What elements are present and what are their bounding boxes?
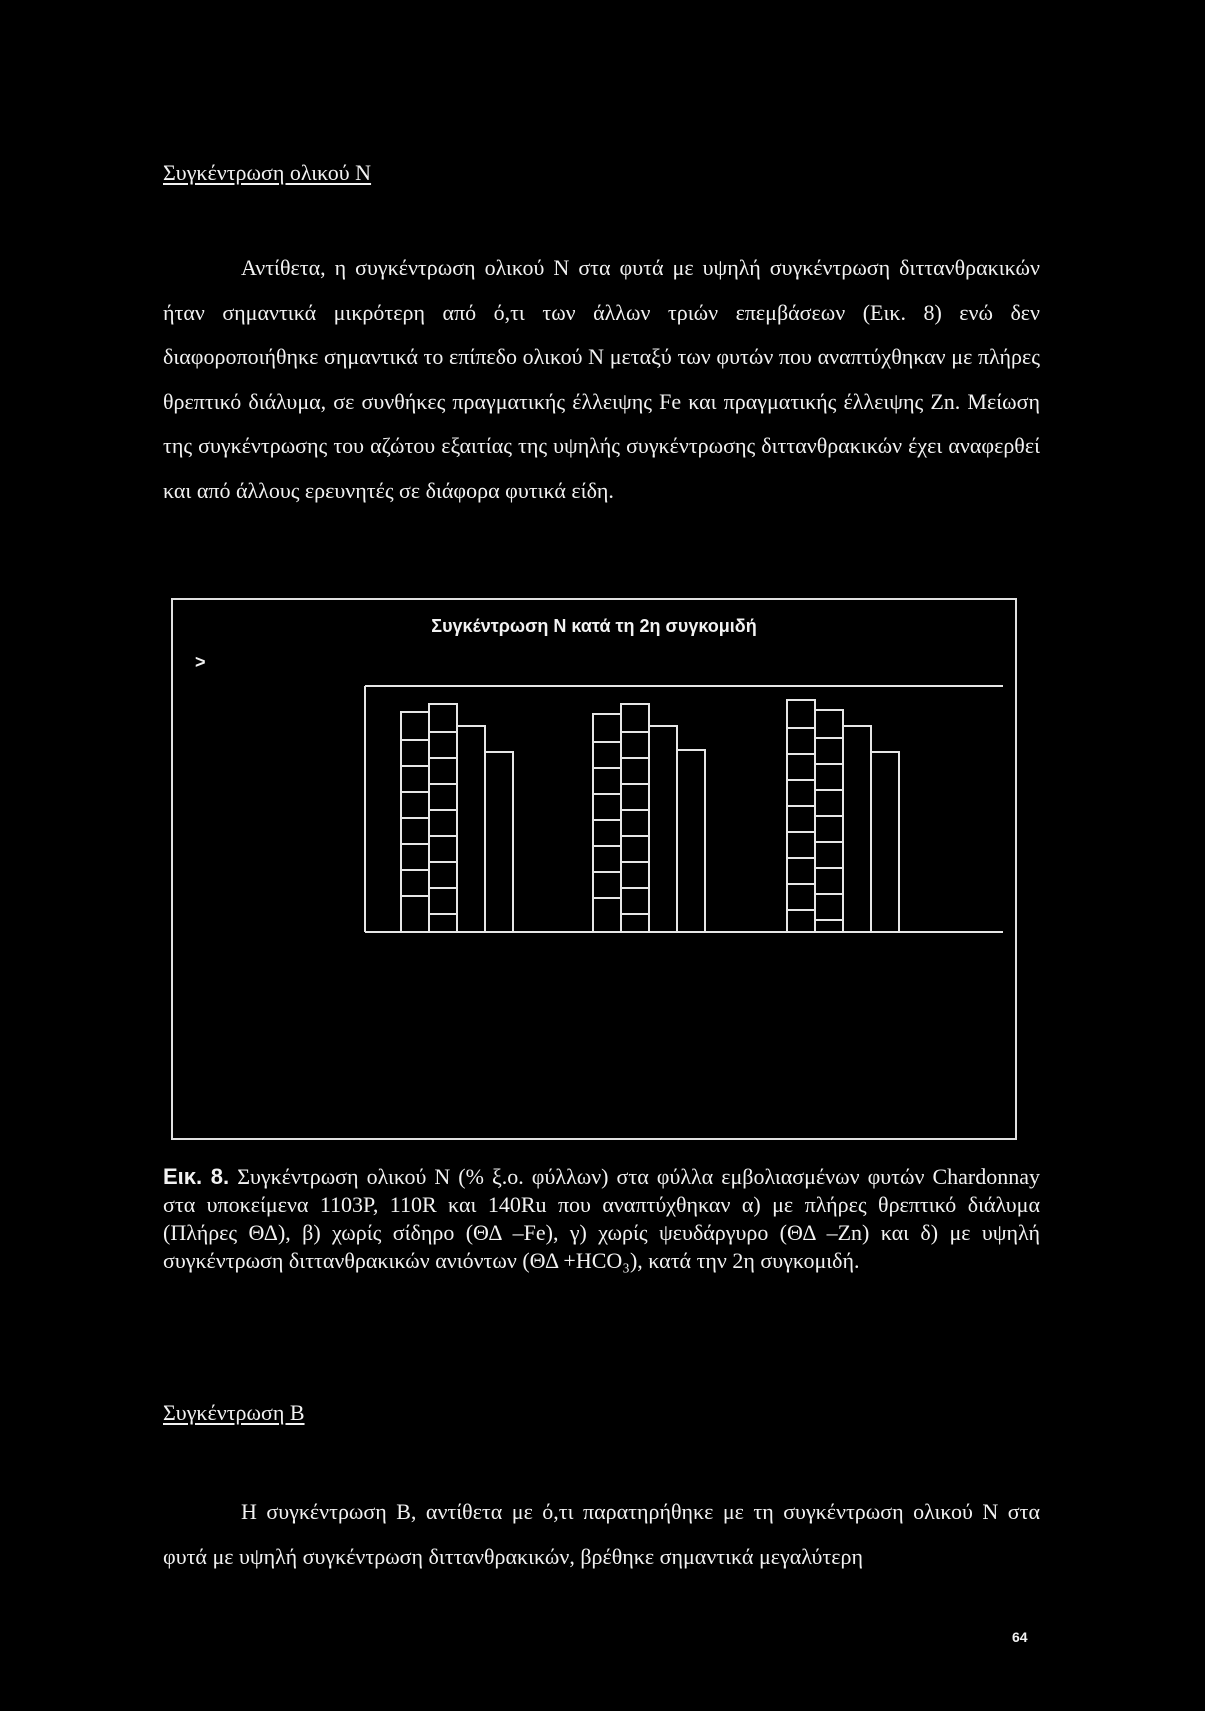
bar-g1-2 — [429, 704, 457, 932]
bar-g3-3 — [843, 726, 871, 932]
bar-g2-4 — [677, 750, 705, 932]
figure-caption-label: Εικ. 8. — [163, 1164, 230, 1189]
chart-corner-marker: > — [195, 652, 206, 672]
chart-title: Συγκέντρωση Ν κατά τη 2η συγκομιδή — [431, 616, 757, 636]
figure-caption-text: Συγκέντρωση ολικού Ν (% ξ.ο. φύλλων) στα φύλλα εμβολιασμένων φυτών Chardonnay στα υποκείμενα 1103P, 110R και 140Ru που αναπτύχθηκαν α) με πλήρες θρεπτικό διάλυμα (Πλήρες ΘΔ), β) χωρίς σίδηρο (ΘΔ –Fe), γ) χωρίς ψευδάργυρο (ΘΔ –Zn) και δ) με υψηλή συγκέντρωση διττανθρακικών ανιόντων (ΘΔ +HCO₃), κατά την 2η συγκομιδή. — [163, 1164, 1040, 1273]
section-heading-b: Συγκέντρωση Β — [163, 1400, 305, 1425]
bar-g3-4 — [871, 752, 899, 932]
paragraph-total-n-text: Αντίθετα, η συγκέντρωση ολικού Ν στα φυτά με υψηλή συγκέντρωση διττανθρακικών ήταν σημαντικά μικρότερη από ό,τι των άλλων τριών επεμβάσεων (Εικ. 8) ενώ δεν διαφοροποιήθηκε σημαντικά το επίπεδο ολικού Ν μεταξύ των φυτών που αναπτύχθηκαν με πλήρες θρεπτικό διάλυμα, σε συνθήκες πραγματικής έλλειψης Fe και πραγματικής έλλειψης Zn. Μείωση της συγκέντρωσης του αζώτου εξαιτίας της υψηλής συγκέντρωσης διττανθρακικών έχει αναφερθεί και από άλλους ερευνητές σε διάφορα φυτικά είδη. — [163, 255, 1040, 503]
paragraph-total-n — [163, 246, 1040, 513]
figure-8-chart — [171, 598, 1017, 1140]
bar-g2-2 — [621, 704, 649, 932]
bar-g3-2 — [815, 710, 843, 932]
bar-g1-4 — [485, 752, 513, 932]
chart-plot-area — [173, 600, 1019, 1142]
figure-caption — [163, 1163, 1040, 1275]
bar-g1-3 — [457, 726, 485, 932]
paragraph-b — [163, 1490, 1040, 1579]
bar-g1-1 — [401, 712, 429, 932]
section-heading-total-n: Συγκέντρωση ολικού Ν — [163, 160, 372, 185]
bar-g2-1 — [593, 714, 621, 932]
bar-g2-3 — [649, 726, 677, 932]
bar-g3-1 — [787, 700, 815, 932]
paragraph-b-text: Η συγκέντρωση Β, αντίθετα με ό,τι παρατηρήθηκε με τη συγκέντρωση ολικού Ν στα φυτά με υψηλή συγκέντρωση διττανθρακικών, βρέθηκε σημαντικά μεγαλύτερη — [163, 1499, 1040, 1569]
page-number: 64 — [1012, 1629, 1028, 1645]
bar-group — [401, 700, 899, 932]
